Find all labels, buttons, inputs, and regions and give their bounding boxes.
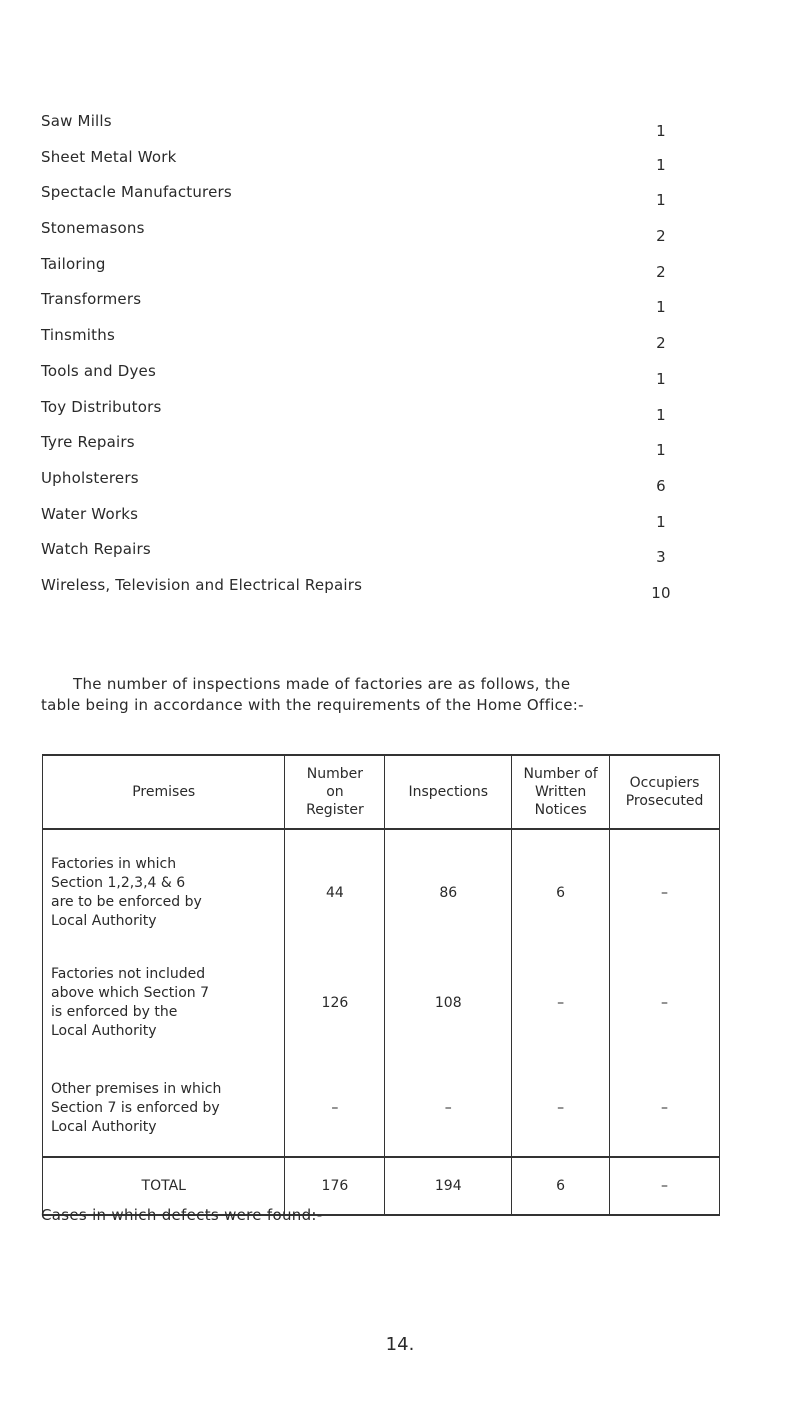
premises-line: is enforced by the xyxy=(51,1004,178,1020)
premises-line: are to be enforced by xyxy=(51,894,202,910)
premises-line: Section 1,2,3,4 & 6 xyxy=(51,875,186,891)
trade-row xyxy=(41,219,681,255)
premises-line: Factories in which xyxy=(51,856,177,872)
trade-row xyxy=(41,148,681,184)
header-premises xyxy=(43,755,285,829)
premises-line: Other premises in which xyxy=(51,1080,222,1097)
header-label: Prosecuted xyxy=(625,793,704,809)
premises-line: Local Authority xyxy=(51,1118,157,1135)
header-prosecuted xyxy=(610,755,720,829)
cell-notices: – xyxy=(512,946,610,1060)
trade-name: Tyre Repairs xyxy=(41,433,135,452)
cell-register: 44 xyxy=(285,829,385,946)
trade-row xyxy=(41,469,681,505)
paragraph-line: The number of inspections made of factories are as follows, the xyxy=(73,675,571,693)
premises-line: Local Authority xyxy=(51,1023,157,1039)
cell-inspections: 86 xyxy=(385,829,512,946)
cell-notices: – xyxy=(512,1060,610,1157)
total-register: 176 xyxy=(285,1157,385,1215)
trade-count: 1 xyxy=(656,155,666,174)
trade-name: Tinsmiths xyxy=(41,326,115,345)
intro-paragraph xyxy=(41,674,741,716)
trade-name: Tailoring xyxy=(41,254,106,273)
trade-count: 3 xyxy=(656,548,666,567)
cell-inspections: – xyxy=(385,1060,512,1157)
trade-row xyxy=(41,112,681,148)
header-label: Number xyxy=(306,766,364,782)
cell-premises xyxy=(43,829,285,946)
trade-name: Transformers xyxy=(41,290,142,309)
header-label: Written xyxy=(534,784,587,800)
paragraph-line: table being in accordance with the requirements of the Home Office:- xyxy=(41,696,584,714)
header-label: Notices xyxy=(534,802,587,818)
premises-line: Local Authority xyxy=(51,913,157,929)
trade-name: Watch Repairs xyxy=(41,540,151,559)
trade-row xyxy=(41,433,681,469)
header-label: on xyxy=(326,784,344,800)
trade-count: 1 xyxy=(656,191,666,210)
trade-name: Wireless, Television and Electrical Repairs xyxy=(41,575,363,594)
trade-row xyxy=(41,505,681,541)
trade-count: 2 xyxy=(656,334,666,353)
trade-count: 10 xyxy=(651,583,671,602)
cell-prosecuted: – xyxy=(610,1060,720,1157)
trade-row xyxy=(41,576,681,612)
trade-row xyxy=(41,290,681,326)
trade-count: 1 xyxy=(656,298,666,317)
trade-name: Water Works xyxy=(41,504,139,523)
header-label: Premises xyxy=(132,784,196,800)
header-label: Inspections xyxy=(408,784,489,800)
cell-premises xyxy=(43,946,285,1060)
cell-register: – xyxy=(285,1060,385,1157)
header-register xyxy=(285,755,385,829)
header-label: Occupiers xyxy=(629,775,700,791)
trade-count: 1 xyxy=(656,512,666,531)
header-label: Number of xyxy=(523,766,598,782)
trade-name: Stonemasons xyxy=(41,219,145,238)
premises-line: Section 7 is enforced by xyxy=(51,1099,220,1116)
inspections-table xyxy=(42,754,720,1216)
trade-row xyxy=(41,398,681,434)
total-label: TOTAL xyxy=(43,1157,285,1215)
trade-row xyxy=(41,255,681,291)
total-prosecuted: – xyxy=(610,1157,720,1215)
table-row xyxy=(43,946,720,1060)
premises-line: above which Section 7 xyxy=(51,985,209,1001)
trade-count: 2 xyxy=(656,227,666,246)
header-inspections xyxy=(385,755,512,829)
trade-row xyxy=(41,326,681,362)
header-notices xyxy=(512,755,610,829)
trade-count: 1 xyxy=(656,405,666,424)
cell-notices: 6 xyxy=(512,829,610,946)
trade-name: Sheet Metal Work xyxy=(41,147,177,166)
trade-list xyxy=(41,112,681,612)
cell-premises xyxy=(43,1060,285,1157)
trade-name: Tools and Dyes xyxy=(41,361,156,380)
premises-line: Factories not included xyxy=(51,966,206,982)
cell-inspections: 108 xyxy=(385,946,512,1060)
total-notices: 6 xyxy=(512,1157,610,1215)
trade-name: Spectacle Manufacturers xyxy=(41,183,232,202)
trade-row xyxy=(41,362,681,398)
cases-heading: Cases in which defects were found:- xyxy=(41,1206,323,1224)
trade-count: 6 xyxy=(656,476,666,495)
cell-register: 126 xyxy=(285,946,385,1060)
cell-prosecuted: – xyxy=(610,946,720,1060)
trade-row xyxy=(41,183,681,219)
trade-row xyxy=(41,540,681,576)
page-number: 14. xyxy=(385,1334,415,1355)
cell-prosecuted: – xyxy=(610,829,720,946)
table-row xyxy=(43,1060,720,1157)
total-inspections: 194 xyxy=(385,1157,512,1215)
table-row xyxy=(43,829,720,946)
trade-count: 1 xyxy=(656,122,666,140)
trade-name: Upholsterers xyxy=(41,468,139,487)
trade-count: 1 xyxy=(656,369,666,388)
trade-name: Saw Mills xyxy=(41,112,112,130)
trade-count: 1 xyxy=(656,441,666,460)
trade-count: 2 xyxy=(656,262,666,281)
table-header-row xyxy=(43,755,720,829)
header-label: Register xyxy=(306,802,364,818)
trade-name: Toy Distributors xyxy=(41,397,162,416)
